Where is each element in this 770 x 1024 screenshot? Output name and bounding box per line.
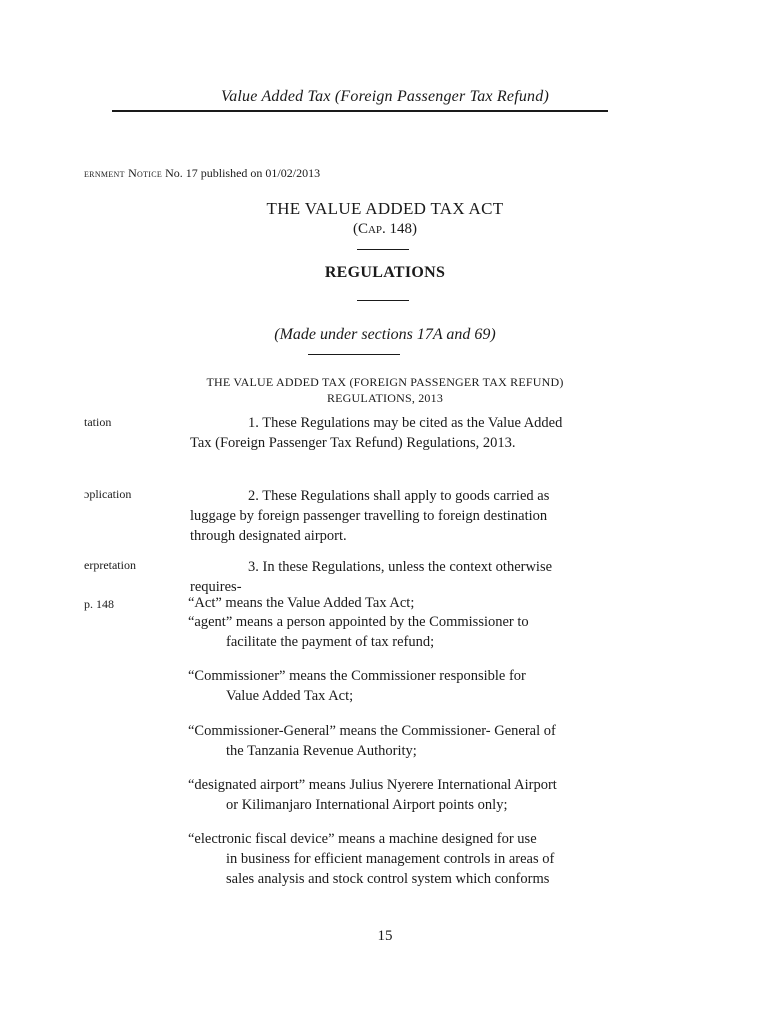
regulations-heading: REGULATIONS [324, 264, 446, 281]
definition-electronic-fiscal-device [188, 829, 638, 889]
definition-act [188, 593, 638, 613]
page-number: 15 [377, 928, 393, 944]
definition-commissioner-general-line2: the Tanzania Revenue Authority; [226, 743, 417, 759]
section-3-line1: 3. In these Regulations, unless the context otherwise [248, 559, 553, 575]
definition-commissioner-line1: “Commissioner” means the Commissioner responsible for [188, 668, 526, 684]
regulation-name-line2: REGULATIONS, 2013 [326, 391, 444, 405]
section-1-line1: 1. These Regulations may be cited as the Value Added [248, 415, 563, 431]
section-3-line2: requires- [190, 579, 242, 595]
divider-rule [308, 354, 400, 355]
divider-rule [357, 300, 409, 301]
definition-designated-airport [188, 775, 638, 815]
definition-designated-airport-line2: or Kilimanjaro International Airport points only; [226, 797, 508, 813]
section-2-line3: through designated airport. [190, 528, 347, 544]
definition-efd-line2: in business for efficient management controls in areas of [226, 851, 555, 867]
regulation-name-line1: THE VALUE ADDED TAX (FOREIGN PASSENGER TAX REFUND) [206, 375, 564, 389]
notice-number-text: 17 published on 01/02/2013 [185, 166, 321, 180]
running-header: Value Added Tax (Foreign Passenger Tax Refund) [221, 88, 549, 105]
definition-efd-line3: sales analysis and stock control system which conforms [226, 871, 550, 887]
definition-commissioner-general [188, 721, 638, 761]
section-1-citation [190, 413, 638, 453]
made-under-sections: (Made under sections 17A and 69) [274, 326, 496, 343]
margin-note-interpretation: erpretation [84, 558, 136, 572]
section-2-line2: luggage by foreign passenger travelling to foreign destination [190, 508, 548, 524]
section-2-line1: 2. These Regulations shall apply to goods carried as [248, 488, 550, 504]
definition-designated-airport-line1: “designated airport” means Julius Nyerere International Airport [188, 777, 557, 793]
act-chapter [0, 221, 770, 238]
definition-agent [188, 612, 638, 652]
header-rule [112, 110, 608, 112]
section-1-line2: Tax (Foreign Passenger Tax Refund) Regulations, 2013. [190, 435, 516, 451]
margin-note-application: ɔplication [84, 487, 132, 501]
government-notice [84, 166, 320, 181]
definition-commissioner-general-line1: “Commissioner-General” means the Commissioner- General of [188, 723, 556, 739]
definition-efd-line1: “electronic fiscal device” means a machine designed for use [188, 831, 537, 847]
act-cap-prefix: (Cap. [352, 221, 386, 237]
margin-note-citation: tation [84, 415, 112, 429]
act-title: THE VALUE ADDED TAX ACT [266, 199, 504, 218]
margin-note-cap: p. 148 [84, 597, 114, 611]
definition-agent-line2: facilitate the payment of tax refund; [226, 634, 435, 650]
notice-prefix: ernment Notice [84, 166, 163, 180]
section-3-interpretation [190, 557, 638, 597]
definition-act-line1: “Act” means the Value Added Tax Act; [188, 595, 415, 611]
divider-rule [357, 249, 409, 250]
definition-agent-line1: “agent” means a person appointed by the Commissioner to [188, 614, 529, 630]
act-cap-number: 148) [389, 221, 418, 237]
definition-commissioner [188, 666, 638, 706]
notice-number-label: No. [165, 166, 183, 180]
definition-commissioner-line2: Value Added Tax Act; [226, 688, 354, 704]
section-2-application [190, 486, 638, 546]
